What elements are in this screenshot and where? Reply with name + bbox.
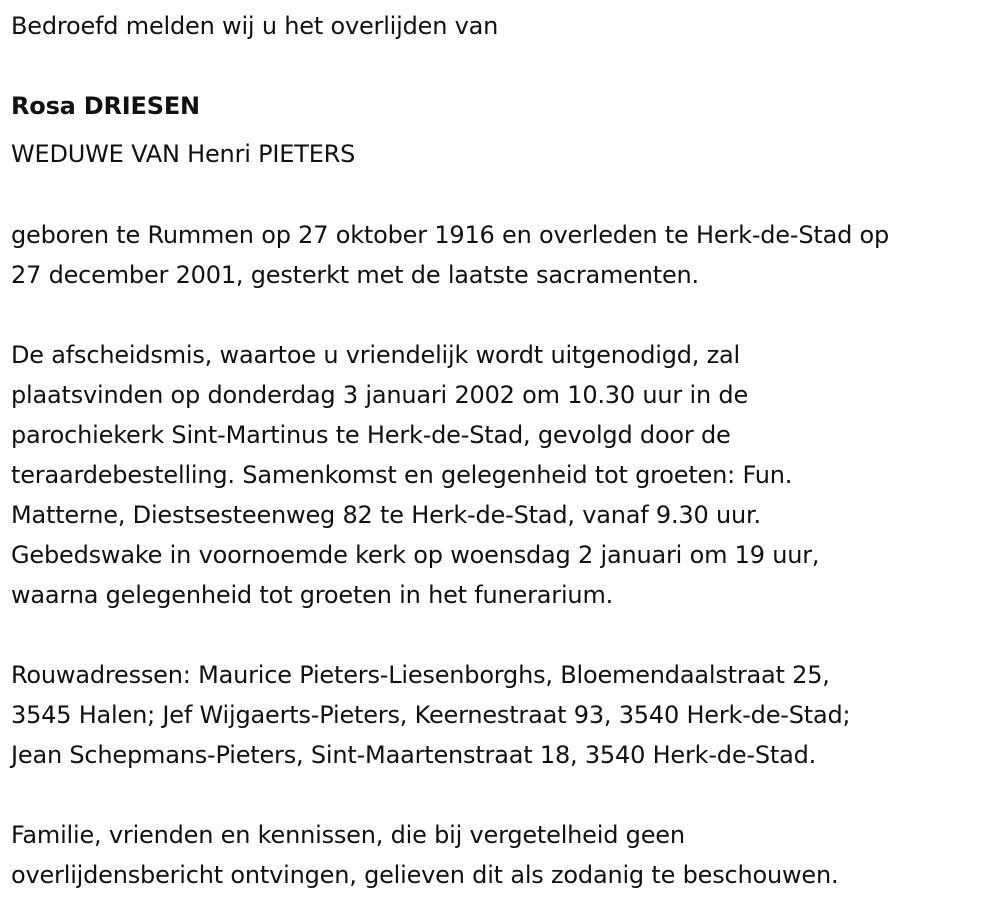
widow-of-text: WEDUWE VAN Henri PIETERS [11, 140, 356, 168]
intro-text: Bedroefd melden wij u het overlijden van [11, 12, 499, 40]
ceremony-line-6: Gebedswake in voornoemde kerk op woensdag 2 januari om 19 uur, [11, 541, 820, 569]
ceremony-line-2: plaatsvinden op donderdag 3 januari 2002 om 10.30 uur in de [11, 381, 749, 409]
ceremony-line-5: Matterne, Diestsesteenweg 82 te Herk-de-Stad, vanaf 9.30 uur. [11, 501, 761, 529]
addresses-line-3: Jean Schepmans-Pieters, Sint-Maartenstraat 18, 3540 Herk-de-Stad. [11, 741, 817, 769]
birth-death-line-2: 27 december 2001, gesterkt met de laatste sacramenten. [11, 261, 699, 289]
ceremony-line-3: parochiekerk Sint-Martinus te Herk-de-Stad, gevolgd door de [11, 421, 731, 449]
closing-line-1: Familie, vrienden en kennissen, die bij vergetelheid geen [11, 821, 685, 849]
addresses-line-2: 3545 Halen; Jef Wijgaerts-Pieters, Keernestraat 93, 3540 Herk-de-Stad; [11, 701, 851, 729]
birth-death-line-1: geboren te Rummen op 27 oktober 1916 en overleden te Herk-de-Stad op [11, 221, 890, 249]
ceremony-line-7: waarna gelegenheid tot groeten in het funerarium. [11, 581, 614, 609]
ceremony-line-4: teraardebestelling. Samenkomst en gelegenheid tot groeten: Fun. [11, 461, 793, 489]
deceased-name: Rosa DRIESEN [11, 92, 200, 120]
addresses-line-1: Rouwadressen: Maurice Pieters-Liesenborghs, Bloemendaalstraat 25, [11, 661, 830, 689]
ceremony-line-1: De afscheidsmis, waartoe u vriendelijk wordt uitgenodigd, zal [11, 341, 741, 369]
closing-line-2: overlijdensbericht ontvingen, gelieven dit als zodanig te beschouwen. [11, 861, 839, 889]
